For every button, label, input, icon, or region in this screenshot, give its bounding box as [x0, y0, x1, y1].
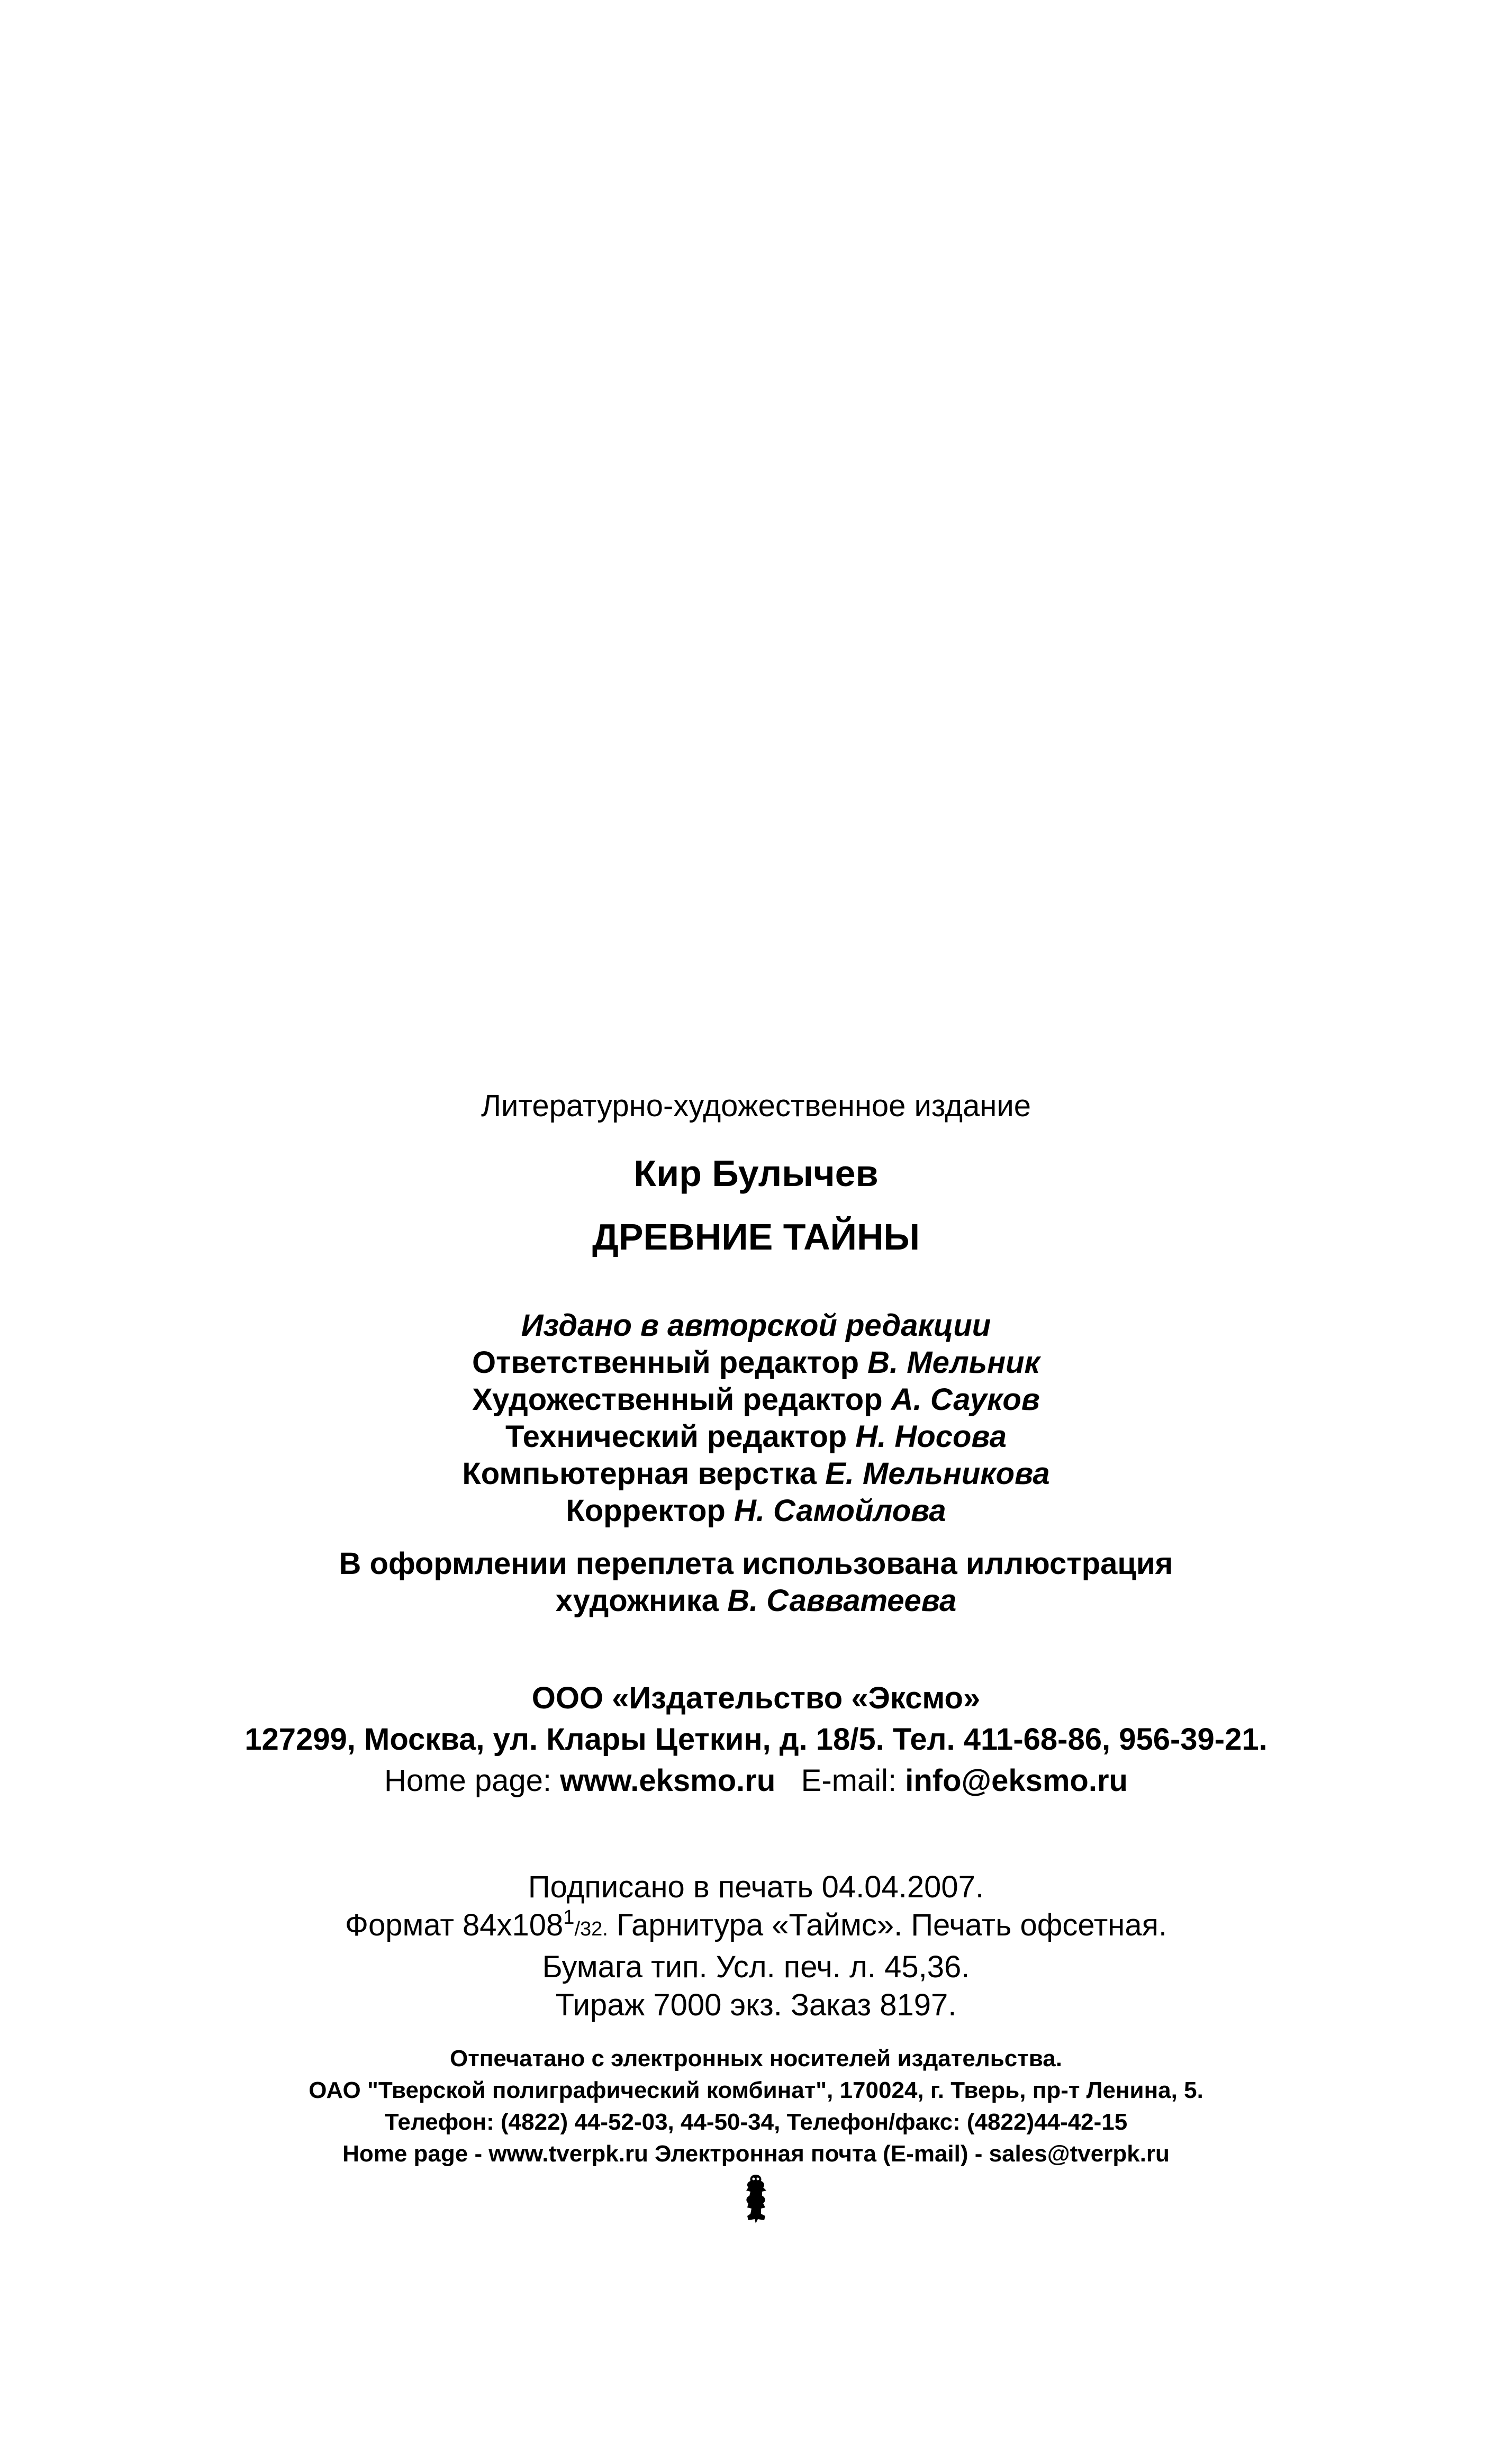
credit-line	[0, 1492, 1512, 1530]
printer-line: Home page - www.tverpk.ru Электронная почта (E-mail) - sales@tverpk.ru	[342, 2141, 1170, 2167]
printer-block	[0, 2043, 1512, 2170]
email-address: info@eksmo.ru	[905, 1763, 1128, 1798]
credit-name: Н. Самойлова	[734, 1494, 946, 1528]
format-line	[0, 1906, 1512, 1948]
credit-name: А. Сауков	[891, 1382, 1040, 1417]
printer-line: ОАО "Тверской полиграфический комбинат", 170024, г. Тверь, пр-т Ленина, 5.	[309, 2077, 1203, 2103]
signed-date: Подписано в печать 04.04.2007.	[528, 1870, 984, 1904]
format-prefix: Формат 84x108	[345, 1908, 564, 1942]
publisher-block	[0, 1678, 1512, 1802]
credit-role: Художественный редактор	[472, 1382, 883, 1417]
illustration-credit	[0, 1545, 1512, 1619]
illustration-line: В оформлении переплета использована иллюстрация	[339, 1546, 1173, 1581]
publisher-address: 127299, Москва, ул. Клары Цеткин, д. 18/5. Тел. 411-68-86, 956-39-21.	[245, 1722, 1267, 1757]
credit-name: Н. Носова	[855, 1419, 1007, 1454]
credit-line	[0, 1344, 1512, 1381]
illustrator-line	[0, 1582, 1512, 1619]
home-page-label: Home page:	[384, 1763, 551, 1798]
credit-role: Корректор	[566, 1494, 726, 1528]
format-rest: Гарнитура «Таймс». Печать офсетная.	[608, 1908, 1167, 1942]
email-label: E-mail:	[801, 1763, 897, 1798]
author-text: Кир Булычев	[633, 1153, 879, 1194]
author-name	[0, 1148, 1512, 1199]
credit-role: Технический редактор	[505, 1419, 847, 1454]
credit-line	[0, 1418, 1512, 1455]
book-title	[0, 1212, 1512, 1262]
home-page-url: www.eksmo.ru	[560, 1763, 776, 1798]
credit-name: В. Мельник	[867, 1345, 1040, 1380]
credit-role: Компьютерная верстка	[462, 1456, 817, 1491]
book-title-text: ДРЕВНИЕ ТАЙНЫ	[592, 1216, 920, 1257]
format-superscript: 1	[563, 1906, 575, 1929]
credit-line	[0, 1381, 1512, 1418]
credit-role: Ответственный редактор	[472, 1345, 859, 1380]
printer-line: Отпечатано с электронных носителей издательства.	[450, 2046, 1062, 2071]
print-run: Тираж 7000 экз. Заказ 8197.	[555, 1988, 957, 2022]
credit-line	[0, 1455, 1512, 1492]
publisher-contacts	[0, 1760, 1512, 1802]
edition-type	[0, 1085, 1512, 1127]
edition-note: Издано в авторской редакции	[521, 1308, 991, 1343]
printer-line: Телефон: (4822) 44-52-03, 44-50-34, Телефон/факс: (4822)44-42-15	[384, 2109, 1128, 2135]
illustrator-name: В. Савватеева	[727, 1584, 957, 1618]
paper-info: Бумага тип. Усл. печ. л. 45,36.	[542, 1950, 970, 1984]
credits-block	[0, 1307, 1512, 1530]
edition-type-text: Литературно-художественное издание	[481, 1089, 1031, 1123]
printer-logo-icon	[740, 2173, 772, 2225]
publisher-name: ООО «Издательство «Эксмо»	[531, 1681, 981, 1715]
format-subscript: /32.	[574, 1918, 608, 1940]
credit-name: Е. Мельникова	[825, 1456, 1050, 1491]
illustrator-role: художника	[555, 1584, 719, 1618]
print-info-block	[0, 1868, 1512, 2024]
